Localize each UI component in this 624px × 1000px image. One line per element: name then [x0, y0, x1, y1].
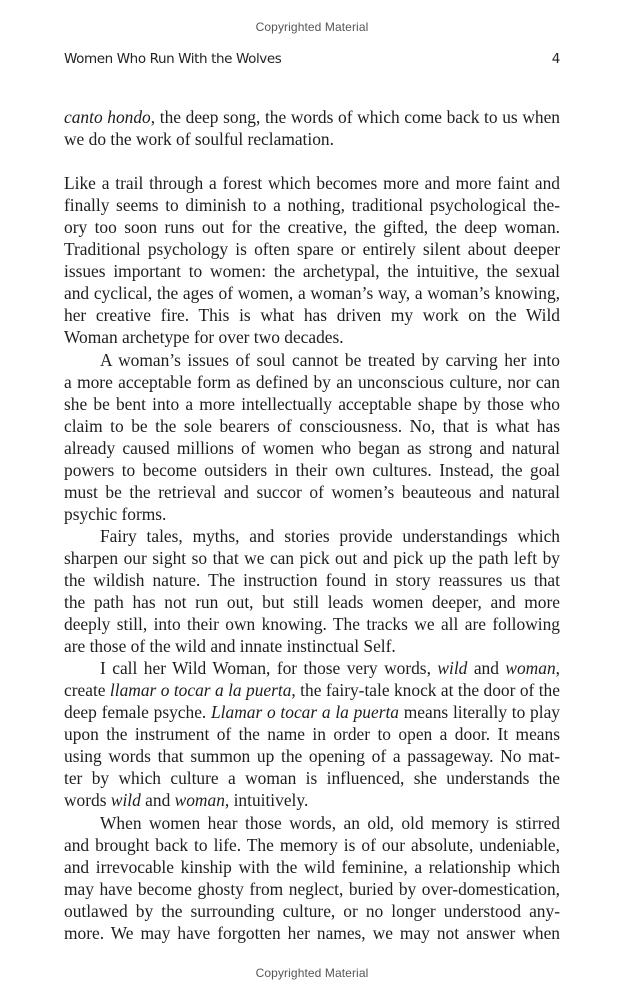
text-line	[64, 106, 560, 128]
text-line	[64, 723, 560, 745]
italic-text: llamar o tocar a la puerta	[109, 680, 292, 701]
text-segment: and irrevocable kinship with the wild feminine, a relationship which	[64, 856, 560, 877]
text-line	[64, 481, 560, 503]
text-line	[64, 393, 560, 415]
text-segment: and	[467, 658, 506, 679]
text-line	[64, 613, 560, 635]
text-segment: a more acceptable form as defined by an unconscious culture, nor can	[64, 371, 560, 392]
text-line	[64, 371, 560, 393]
text-segment: I call her Wild Woman, for those very words,	[100, 658, 438, 679]
text-line	[64, 304, 560, 326]
text-line	[64, 525, 560, 547]
text-segment: must be the retrieval and succor of women’s beauteous and natural	[64, 481, 560, 502]
text-segment: are those of the wild and innate instinctual Self.	[64, 636, 396, 657]
italic-text: Llamar o tocar a la puerta	[211, 702, 400, 723]
text-segment: words	[64, 790, 111, 811]
paragraph	[64, 657, 560, 811]
italic-text: woman	[505, 658, 556, 679]
text-line	[64, 900, 560, 922]
text-segment: , the deep song, the words of which come back to us when	[150, 107, 560, 127]
text-segment: we do the work of soulful reclamation.	[64, 129, 334, 150]
text-line	[64, 745, 560, 767]
text-segment: claim to be the sole bearers of consciousness. No, that is what has	[64, 415, 560, 436]
text-line	[64, 349, 560, 371]
paragraph	[64, 349, 560, 525]
text-segment: the wildish nature. The instruction found in story reassures us that	[64, 569, 560, 590]
text-line	[64, 216, 560, 238]
text-segment: When women hear those words, an old, old memory is stirred	[100, 812, 560, 833]
text-segment: Fairy tales, myths, and stories provide understandings which	[100, 525, 560, 546]
text-line	[64, 282, 560, 304]
body-text	[64, 106, 560, 944]
text-line	[64, 878, 560, 900]
text-line	[64, 172, 560, 194]
text-line	[64, 437, 560, 459]
text-line	[64, 238, 560, 260]
text-segment: using words that summon up the opening of a passageway. No mat-	[64, 746, 560, 767]
text-line	[64, 326, 560, 348]
text-segment: already caused millions of women who began as strong and natural	[64, 437, 560, 458]
italic-text: woman	[174, 790, 225, 811]
text-segment: create	[64, 680, 110, 701]
text-line	[64, 767, 560, 789]
text-segment: and brought back to life. The memory is of our absolute, undeniable,	[64, 834, 560, 855]
text-segment: issues important to women: the archetypal, the intuitive, the sexual	[64, 261, 560, 282]
text-segment: and	[140, 790, 175, 811]
text-segment: deep female psyche.	[64, 702, 212, 723]
text-line	[64, 834, 560, 856]
text-line	[64, 503, 560, 525]
italic-text: wild	[110, 790, 141, 811]
text-line	[64, 812, 560, 834]
paragraph	[64, 812, 560, 944]
text-segment: finally seems to diminish to a nothing, traditional psychological the-	[64, 195, 560, 216]
text-segment: outlawed by the surrounding culture, or no longer understood any-	[64, 900, 560, 921]
text-line	[64, 701, 560, 723]
text-segment: sharpen our sight so that we can pick out and pick up the path left by	[64, 547, 560, 568]
text-line	[64, 459, 560, 481]
text-line	[64, 591, 560, 613]
text-segment: psychic forms.	[64, 503, 167, 524]
text-segment: ,	[555, 658, 560, 679]
text-line	[64, 415, 560, 437]
text-segment: ory too soon runs out for the creative, the gifted, the deep woman.	[64, 217, 560, 238]
text-segment: may have become ghosty from neglect, buried by over-domestication,	[64, 878, 560, 899]
text-segment: powers to become outsiders in their own cultures. Instead, the goal	[64, 459, 560, 480]
paragraph	[64, 525, 560, 657]
page-number: 4	[551, 51, 560, 67]
text-segment: upon the instrument of the name in order to open a door. It means	[64, 724, 560, 745]
text-line	[64, 194, 560, 216]
text-segment: A woman’s issues of soul cannot be treated by carving her into	[100, 349, 560, 370]
text-line	[64, 679, 560, 701]
text-segment: more. We may have forgotten her names, we may not answer when	[64, 922, 560, 943]
book-title: Women Who Run With the Wolves	[64, 51, 282, 67]
paragraph	[64, 106, 560, 150]
text-segment: the path has not run out, but still leads women deeper, and more	[64, 592, 560, 613]
text-line	[64, 569, 560, 591]
text-line	[64, 789, 560, 811]
text-segment: , intuitively.	[224, 790, 309, 811]
text-segment: Woman archetype for over two decades.	[64, 327, 344, 348]
text-line	[64, 856, 560, 878]
text-segment: and cyclical, the ages of women, a woman’s way, a woman’s knowing,	[64, 283, 560, 304]
text-line	[64, 657, 560, 679]
paragraph	[64, 172, 560, 348]
text-segment: deeply still, into their own knowing. The tracks we all are following	[64, 614, 560, 635]
text-line	[64, 128, 560, 150]
italic-text: wild	[437, 658, 468, 679]
text-segment: she be bent into a more intellectually acceptable shape by those who	[64, 393, 560, 414]
text-segment: her creative fire. This is what has driven my work on the Wild	[64, 305, 560, 326]
italic-text: canto hondo	[64, 107, 151, 127]
text-segment: , the fairy-tale knock at the door of the	[291, 680, 560, 701]
text-segment: means literally to play	[399, 702, 560, 723]
text-segment: Like a trail through a forest which becomes more and more faint and	[64, 173, 560, 194]
text-line	[64, 922, 560, 944]
copyright-notice-top: Copyrighted Material	[255, 20, 369, 34]
text-line	[64, 260, 560, 282]
text-line	[64, 547, 560, 569]
running-head	[64, 51, 560, 71]
copyright-notice-bottom: Copyrighted Material	[255, 966, 369, 980]
text-segment: Traditional psychology is often spare or entirely silent about deeper	[64, 239, 560, 260]
text-segment: ter by which culture a woman is influenced, she understands the	[64, 768, 560, 789]
text-line	[64, 635, 560, 657]
